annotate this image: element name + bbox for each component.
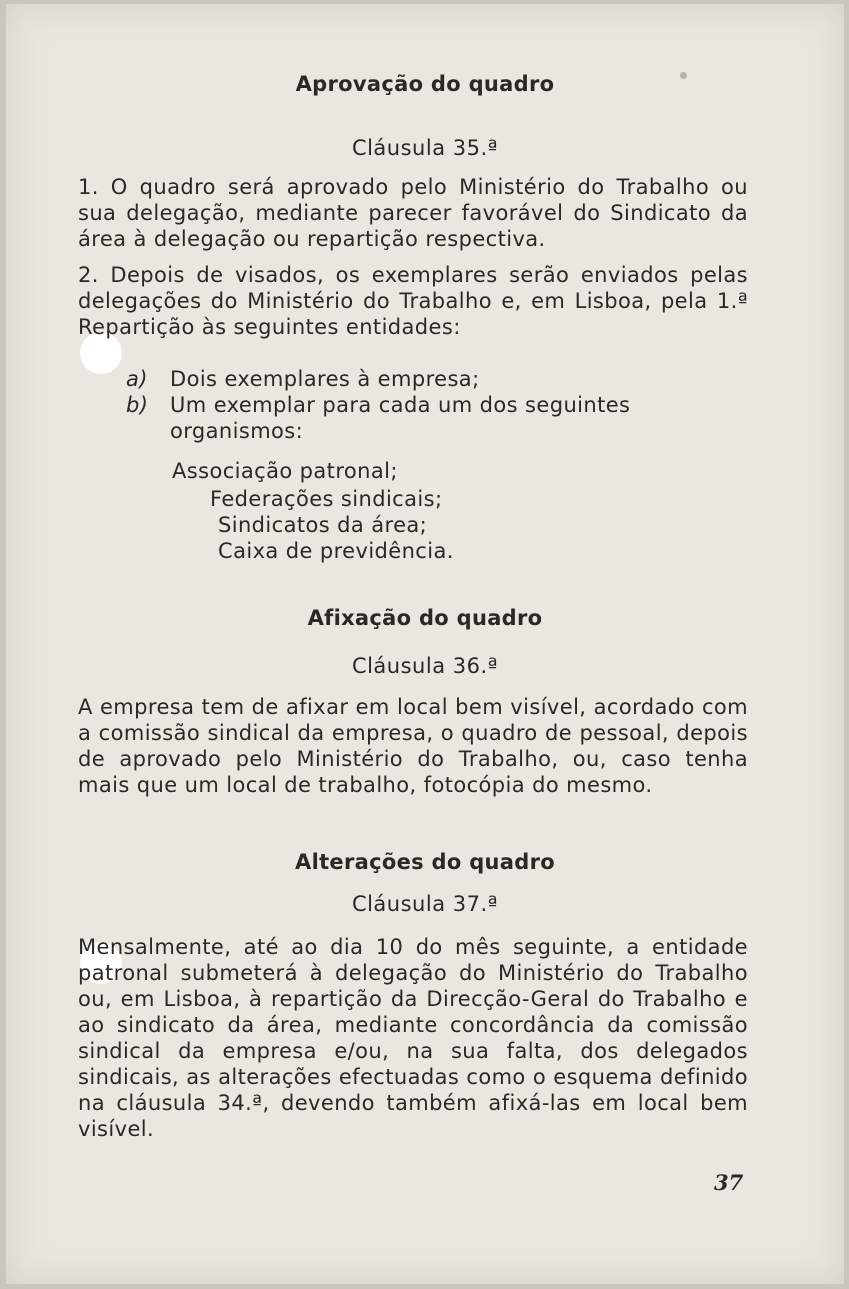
page-number: 37 [714,1170,744,1195]
list-label: a) [126,367,148,391]
heading-aprovacao: Aprovação do quadro [295,72,555,96]
heading-afixacao: Afixação do quadro [307,606,543,630]
list-item-a [126,366,746,392]
document-page [6,4,844,1284]
list-text: Dois exemplares à empresa; [170,367,480,391]
organism-2: Federações sindicais; [210,487,443,511]
clause-35: Cláusula 35.ª [351,136,499,160]
list-text: Um exemplar para cada um dos seguintes organismos: [170,393,631,443]
organism-1: Associação patronal; [172,459,398,483]
clause-37: Cláusula 37.ª [351,892,499,916]
clause-36: Cláusula 36.ª [351,654,499,678]
list-label: b) [126,393,149,417]
organism-4: Caixa de previdência. [218,539,454,563]
heading-alteracoes: Alterações do quadro [295,850,555,874]
paragraph-clause-35-2: 2. Depois de visados, os exemplares serão enviados pelas delegações do Ministério do Trabalho e, em Lisboa, pela 1.ª Repartição às seguintes entidades: [78,263,748,339]
paragraph-clause-35-1: 1. O quadro será aprovado pelo Ministério do Trabalho ou sua delegação, mediante parecer favorável do Sindicato da área à delegação ou repartição respectiva. [78,175,748,251]
paragraph-clause-37: Mensalmente, até ao dia 10 do mês seguinte, a entidade patronal submeterá à delegação do Ministério do Trabalho ou, em Lisboa, à repartição da Direcção-Geral do Trabalho e ao sindicato da área, mediante concordância da comissão sindical da empresa e/ou, na sua falta, dos delegados sindicais, as alterações efectuadas como o esquema definido na cláusula 34.ª, devendo também afixá-las em local bem visível. [78,935,748,1141]
organism-3: Sindicatos da área; [218,513,428,537]
list-item-b [126,392,746,444]
paragraph-clause-36: A empresa tem de afixar em local bem visível, acordado com a comissão sindical da empresa, o quadro de pessoal, depois de aprovado pelo Ministério do Trabalho, ou, caso tenha mais que um local de trabalho, fotocópia do mesmo. [78,695,748,797]
